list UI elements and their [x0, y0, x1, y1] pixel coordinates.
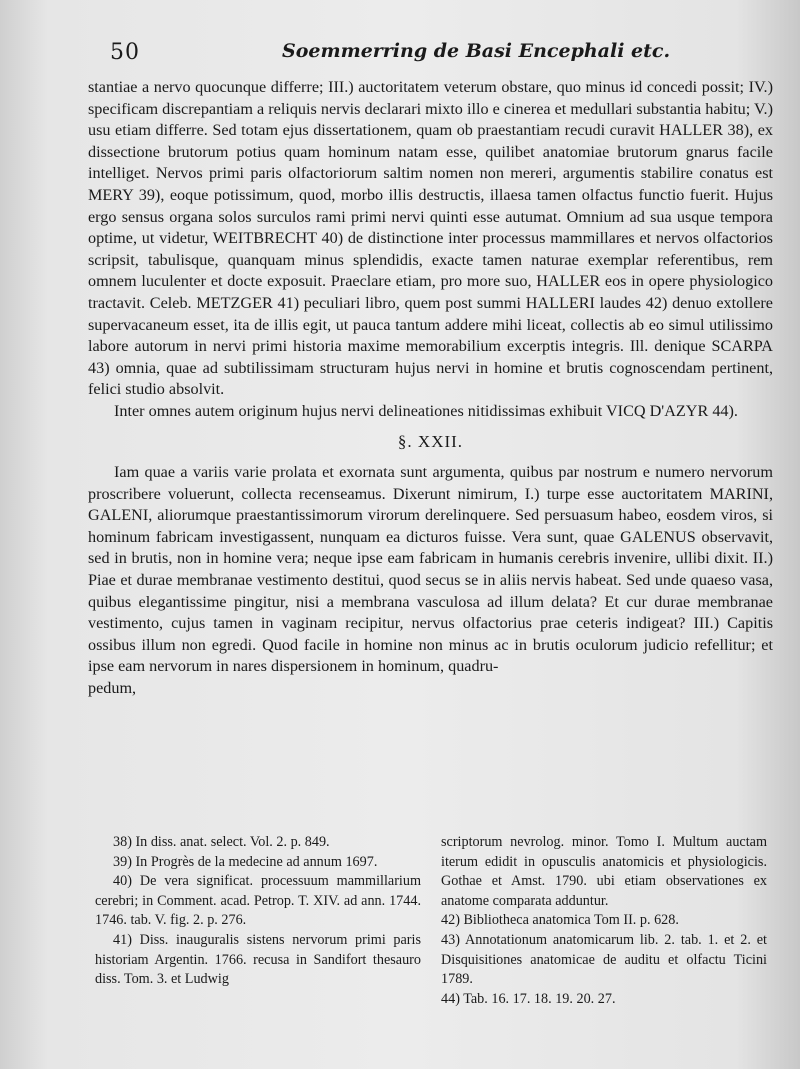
page-header [110, 36, 770, 66]
footnote-continuation: scriptorum nevrolog. minor. Tomo I. Multum auctam iterum edidit in opusculis anatomicis et physiologicis. Gothae et Amst. 1790. ubi etiam observationes ex anatome comparata adduntur. [441, 834, 767, 909]
paragraph: Iam quae a variis varie prolata et exornata sunt argumenta, quibus par nostrum e numero nervorum proscribere voluerunt, collecta recenseamus. Dixerunt nimirum, I.) turpe esse auctoritatem MARINI, GALENI, aliorumque praestantissimorum virorum derelinquere. Sed persuasum habeo, eosdem viros, si hominum fabricam investigassent, nunquam ea dicturos fuisse. Vera sunt, quae GALENUS observavit, sed in brutis, non in homine vera; neque ipse eam fabricam in humanis cerebris invenire, ullibi dixit. II.) Piae et durae membranae vestimento destitui, quod secus se in aliis nervis habeat. Sed unde quaeso vasa, quibus elegantissime pingitur, nisi a membrana vasculosa ad illum delata? Et cur durae membranae vestimento, cujus tamen in vaginam recipitur, nervus olfactorius prae ceteris indigeat? III.) Capitis ossibus illum non egredi. Quod facile in homine non minus ac in brutis oculorum judicio refellitur; et ipse eam nervorum in nares dispersionem in hominum, quadru- [88, 463, 773, 676]
footnote: 44) Tab. 16. 17. 18. 19. 20. 27. [441, 990, 616, 1007]
footnote: 43) Annotationum anatomicarum lib. 2. tab. 1. et 2. et Disquisitiones anatomicae de auditu et olfactu Ticini 1789. [441, 931, 767, 988]
footnote: 40) De vera significat. processuum mammillarium cerebri; in Comment. acad. Petrop. T. XIV. ad ann. 1744. 1746. tab. V. fig. 2. p. 276. [95, 873, 421, 929]
page-number: 50 [110, 40, 140, 65]
catchword: pedum, [88, 679, 137, 698]
paragraph: stantiae a nervo quocunque differre; III.) auctoritatem veterum obstare, quo minus id concedi possit; IV.) specificam discrepantiam a reliquis nervis declarari mixto illo e cinerea et medullari substantia habitu; V.) usu etiam differre. Sed totam ejus dissertationem, quam ob praestantiam recudi curavit HALLER 38), ex dissectione brutorum potius quam hominum natam esse, quilibet anatomiae brutorum gnarus facile intelliget. Nervos primi paris olfactoriorum saltim nomen non mereri, argumentis stabilire conatus est MERY 39), eoque potissimum, quod, morbo illis destructis, illaesa tamen olfactus functio fuerit. Hujus ergo sensus organa solos surculos rami primi nervi quinti esse autumat. Omnium ad sua usque tempora optime, ut videtur, WEITBRECHT 40) de distinctione inter processus mammillares et nervos olfactorios scripsit, tabulisque, quanquam minus splendidis, exacte tamen naturae exemplar referentibus, rem omnem luculenter et docte exposuit. Praeclare etiam, pro more suo, HALLER eos in opere physiologico tractavit. Celeb. METZGER 41) peculiari libro, quem post summi HALLERI laudes 42) denuo extollere supervacaneum esset, ita de illis egit, ut pauca tantum addere mihi liceat, collectis ab eo simul utilissimo labore autorum in nervi primi historia maxime memorabilium excerptis integris. Ill. denique SCARPA 43) omnia, quae ad subtilissimam structuram hujus nervi in homine et brutis cognoscendam pertinent, felici studio absolvit. [88, 78, 773, 399]
footnotes-left-column [95, 833, 421, 1009]
footnote: 39) In Progrès de la medecine ad annum 1697. [113, 853, 378, 870]
footnotes [95, 833, 767, 1009]
main-text [88, 77, 773, 700]
footnote: 38) In diss. anat. select. Vol. 2. p. 849. [113, 834, 330, 850]
footnote: 41) Diss. inauguralis sistens nervorum primi paris historiam Argentin. 1766. recusa in Sandifort thesauro diss. Tom. 3. et Ludwig [95, 931, 421, 988]
running-head: Soemmerring de Basi Encephali etc. [282, 40, 671, 62]
section-heading: §. XXII. [397, 431, 464, 451]
paragraph: Inter omnes autem originum hujus nervi delineationes nitidissimas exhibuit VICQ D'AZYR 44). [114, 401, 738, 420]
footnote: 42) Bibliotheca anatomica Tom II. p. 628. [441, 912, 679, 929]
footnotes-right-column [441, 833, 767, 1009]
